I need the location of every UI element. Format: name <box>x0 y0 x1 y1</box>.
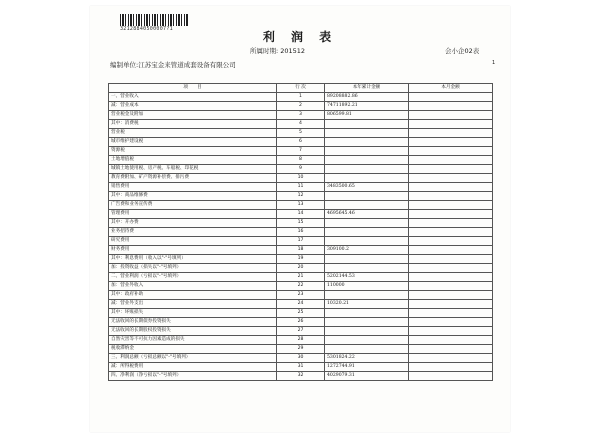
row-line-number: 14 <box>277 210 325 219</box>
row-ytd-amount: 10320.21 <box>325 300 409 309</box>
row-ytd-amount <box>325 147 409 156</box>
row-month-amount <box>409 93 493 102</box>
row-month-amount <box>409 282 493 291</box>
row-ytd-amount: 3483500.65 <box>325 183 409 192</box>
table-row <box>109 228 493 237</box>
row-item-label: 教育费附加、矿产资源补偿费、排污费 <box>109 174 277 183</box>
row-line-number: 5 <box>277 129 325 138</box>
row-item-label: 销售费用 <box>109 183 277 192</box>
table-row <box>109 255 493 264</box>
document-title: 利 润 表 <box>262 30 338 44</box>
table-row <box>109 246 493 255</box>
row-line-number: 6 <box>277 138 325 147</box>
table-row <box>109 192 493 201</box>
reporting-period: 所属时期: 201512 <box>250 47 306 55</box>
row-ytd-amount <box>325 237 409 246</box>
row-ytd-amount <box>325 255 409 264</box>
row-ytd-amount <box>325 345 409 354</box>
row-month-amount <box>409 255 493 264</box>
table-header-row <box>109 84 493 93</box>
barcode-number: 32128840500007?1 <box>120 26 173 32</box>
row-month-amount <box>409 174 493 183</box>
row-line-number: 12 <box>277 192 325 201</box>
row-line-number: 22 <box>277 282 325 291</box>
table-row <box>109 354 493 363</box>
row-item-label: 减：营业外支出 <box>109 300 277 309</box>
table-row <box>109 291 493 300</box>
row-line-number: 28 <box>277 336 325 345</box>
income-statement-table <box>108 83 493 381</box>
row-month-amount <box>409 336 493 345</box>
table-row <box>109 363 493 372</box>
barcode-image <box>120 14 188 26</box>
table-row <box>109 183 493 192</box>
row-item-label: 管理费用 <box>109 210 277 219</box>
row-month-amount <box>409 201 493 210</box>
row-item-label: 无法收回的长期债券投资损失 <box>109 318 277 327</box>
income-statement-sheet <box>90 6 510 432</box>
column-header-line: 行 次 <box>277 84 325 93</box>
row-month-amount <box>409 264 493 273</box>
table-row <box>109 345 493 354</box>
table-row <box>109 120 493 129</box>
table-row <box>109 111 493 120</box>
table-row <box>109 327 493 336</box>
row-month-amount <box>409 219 493 228</box>
row-month-amount <box>409 192 493 201</box>
table-row <box>109 219 493 228</box>
table-row <box>109 318 493 327</box>
row-line-number: 9 <box>277 165 325 174</box>
row-line-number: 18 <box>277 246 325 255</box>
row-line-number: 1 <box>277 93 325 102</box>
table-row <box>109 93 493 102</box>
form-number: 会小企02表 <box>445 47 480 55</box>
row-line-number: 10 <box>277 174 325 183</box>
row-ytd-amount: 4029079.31 <box>325 372 409 381</box>
table-row <box>109 309 493 318</box>
row-item-label: 其中：利息费用（收入以"-"号填列） <box>109 255 277 264</box>
row-month-amount <box>409 156 493 165</box>
row-line-number: 2 <box>277 102 325 111</box>
row-item-label: 土地增值税 <box>109 156 277 165</box>
table-row <box>109 102 493 111</box>
row-ytd-amount <box>325 129 409 138</box>
row-line-number: 26 <box>277 318 325 327</box>
row-month-amount <box>409 210 493 219</box>
row-month-amount <box>409 111 493 120</box>
row-line-number: 29 <box>277 345 325 354</box>
row-ytd-amount: 5301824.22 <box>325 354 409 363</box>
table-row <box>109 300 493 309</box>
row-month-amount <box>409 318 493 327</box>
row-line-number: 11 <box>277 183 325 192</box>
row-ytd-amount <box>325 192 409 201</box>
row-month-amount <box>409 354 493 363</box>
row-line-number: 32 <box>277 372 325 381</box>
row-month-amount <box>409 237 493 246</box>
row-ytd-amount <box>325 318 409 327</box>
row-ytd-amount <box>325 309 409 318</box>
row-month-amount <box>409 138 493 147</box>
row-line-number: 15 <box>277 219 325 228</box>
table-row <box>109 138 493 147</box>
table-row <box>109 372 493 381</box>
row-ytd-amount <box>325 264 409 273</box>
row-month-amount <box>409 372 493 381</box>
row-ytd-amount: 806599.81 <box>325 111 409 120</box>
row-ytd-amount <box>325 336 409 345</box>
row-item-label: 加：营业外收入 <box>109 282 277 291</box>
row-item-label: 三、利润总额（亏损总额以"-"号填列） <box>109 354 277 363</box>
row-month-amount <box>409 273 493 282</box>
table-row <box>109 165 493 174</box>
row-item-label: 其中：商品维修费 <box>109 192 277 201</box>
row-month-amount <box>409 345 493 354</box>
row-item-label: 财务费用 <box>109 246 277 255</box>
table-body <box>109 93 493 381</box>
row-line-number: 23 <box>277 291 325 300</box>
row-ytd-amount <box>325 174 409 183</box>
row-line-number: 3 <box>277 111 325 120</box>
row-item-label: 业务招待费 <box>109 228 277 237</box>
row-month-amount <box>409 309 493 318</box>
column-header-month: 本月金额 <box>409 84 493 93</box>
row-item-label: 城镇土地使用税、房产税、车船税、印花税 <box>109 165 277 174</box>
row-item-label: 一、营业收入 <box>109 93 277 102</box>
row-ytd-amount: 309100.2 <box>325 246 409 255</box>
row-line-number: 4 <box>277 120 325 129</box>
row-ytd-amount <box>325 165 409 174</box>
row-item-label: 营业税 <box>109 129 277 138</box>
row-month-amount <box>409 327 493 336</box>
row-ytd-amount: 4695645.46 <box>325 210 409 219</box>
row-item-label: 四、净利润（净亏损以"-"号填列） <box>109 372 277 381</box>
row-item-label: 其中：政府补助 <box>109 291 277 300</box>
table-row <box>109 201 493 210</box>
row-ytd-amount <box>325 138 409 147</box>
row-month-amount <box>409 291 493 300</box>
table-row <box>109 129 493 138</box>
row-ytd-amount <box>325 120 409 129</box>
row-ytd-amount <box>325 219 409 228</box>
row-month-amount <box>409 300 493 309</box>
row-ytd-amount <box>325 228 409 237</box>
row-ytd-amount <box>325 291 409 300</box>
row-item-label: 其中：消费税 <box>109 120 277 129</box>
row-item-label: 税收滞纳金 <box>109 345 277 354</box>
table-row <box>109 147 493 156</box>
row-month-amount <box>409 363 493 372</box>
row-ytd-amount: 89208882.86 <box>325 93 409 102</box>
row-item-label: 营业税金及附加 <box>109 111 277 120</box>
row-line-number: 13 <box>277 201 325 210</box>
row-ytd-amount <box>325 327 409 336</box>
table-row <box>109 282 493 291</box>
row-line-number: 25 <box>277 309 325 318</box>
column-header-ytd: 本年累计金额 <box>325 84 409 93</box>
row-month-amount <box>409 228 493 237</box>
table-row <box>109 336 493 345</box>
row-item-label: 自然灾害等不可抗力因素造成的损失 <box>109 336 277 345</box>
row-item-label: 其中：坏账损失 <box>109 309 277 318</box>
row-line-number: 7 <box>277 147 325 156</box>
row-ytd-amount <box>325 201 409 210</box>
row-ytd-amount: 74711892.21 <box>325 102 409 111</box>
row-line-number: 24 <box>277 300 325 309</box>
row-item-label: 无法收回的长期股权投资损失 <box>109 327 277 336</box>
row-month-amount <box>409 147 493 156</box>
row-line-number: 19 <box>277 255 325 264</box>
row-item-label: 减：所得税费用 <box>109 363 277 372</box>
table-row <box>109 210 493 219</box>
row-month-amount <box>409 102 493 111</box>
page-number: 1 <box>492 60 496 66</box>
row-item-label: 减：营业成本 <box>109 102 277 111</box>
row-item-label: 其中：开办费 <box>109 219 277 228</box>
row-item-label: 二、营业利润（亏损以"-"号填列） <box>109 273 277 282</box>
table-row <box>109 237 493 246</box>
row-line-number: 31 <box>277 363 325 372</box>
row-line-number: 21 <box>277 273 325 282</box>
row-ytd-amount: 1272744.91 <box>325 363 409 372</box>
table-row <box>109 156 493 165</box>
row-item-label: 加：投资收益（损失以"-"号填列） <box>109 264 277 273</box>
row-ytd-amount <box>325 156 409 165</box>
row-month-amount <box>409 165 493 174</box>
row-month-amount <box>409 246 493 255</box>
row-month-amount <box>409 129 493 138</box>
row-item-label: 城市维护建设税 <box>109 138 277 147</box>
row-month-amount <box>409 183 493 192</box>
row-item-label: 广告费和业务宣传费 <box>109 201 277 210</box>
column-header-item: 项 目 <box>109 84 277 93</box>
company-name: 编制单位:江苏宝金来管道成套设备有限公司 <box>110 61 236 69</box>
row-month-amount <box>409 120 493 129</box>
row-line-number: 16 <box>277 228 325 237</box>
table-row <box>109 264 493 273</box>
row-line-number: 27 <box>277 327 325 336</box>
table-row <box>109 273 493 282</box>
row-line-number: 8 <box>277 156 325 165</box>
row-line-number: 20 <box>277 264 325 273</box>
row-line-number: 17 <box>277 237 325 246</box>
row-item-label: 研究费用 <box>109 237 277 246</box>
row-ytd-amount: 5202144.53 <box>325 273 409 282</box>
row-item-label: 资源税 <box>109 147 277 156</box>
row-ytd-amount: 110000 <box>325 282 409 291</box>
table-row <box>109 174 493 183</box>
row-line-number: 30 <box>277 354 325 363</box>
